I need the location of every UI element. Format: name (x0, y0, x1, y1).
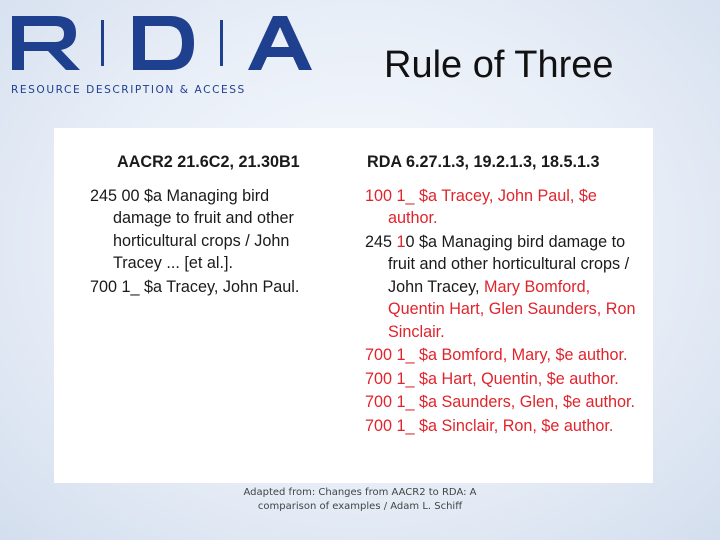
rda-245-text: 0 $a Managing bird damage to fruit and other horticultural crops / John Tracey, (388, 232, 630, 296)
rda-245-added-names: Mary Bomford, Quentin Hart, Glen Saunders, Ron Sinclair. (388, 277, 636, 341)
aacr2-heading: AACR2 21.6C2, 21.30B1 (117, 153, 300, 171)
rda-entry-100: 100 1_ $a Tracey, John Paul, $e author. (365, 186, 597, 227)
aacr2-entry-245: 245 00 $a Managing bird damage to fruit and other horticultural crops / John Tracey ... [et al.]. (90, 186, 294, 272)
rda-heading: RDA 6.27.1.3, 19.2.1.3, 18.5.1.3 (367, 153, 600, 171)
aacr2-entry-700: 700 1_ $a Tracey, John Paul. (90, 277, 300, 296)
rda-logo-mark (10, 14, 314, 74)
rda-entry-245 (365, 231, 643, 344)
slide-title: Rule of Three (384, 44, 614, 86)
logo-tagline: RESOURCE DESCRIPTION & ACCESS (11, 84, 246, 96)
rda-entry-700: 700 1_ $a Bomford, Mary, $e author. (365, 346, 628, 364)
rda-entry-700: 700 1_ $a Saunders, Glen, $e author. (365, 393, 635, 411)
rda-entry-700: 700 1_ $a Hart, Quentin, $e author. (365, 369, 619, 388)
rda-logo (10, 14, 314, 98)
rda-245-indicator: 1 (396, 232, 406, 251)
aacr2-column (90, 151, 326, 299)
rda-245-tag: 245 (365, 232, 397, 251)
comparison-panel (54, 128, 653, 483)
rda-entry-700: 700 1_ $a Sinclair, Ron, $e author. (365, 416, 614, 435)
source-citation: Adapted from: Changes from AACR2 to RDA: A comparison of examples / Adam L. Schiff (243, 487, 477, 512)
rda-column (365, 151, 643, 438)
